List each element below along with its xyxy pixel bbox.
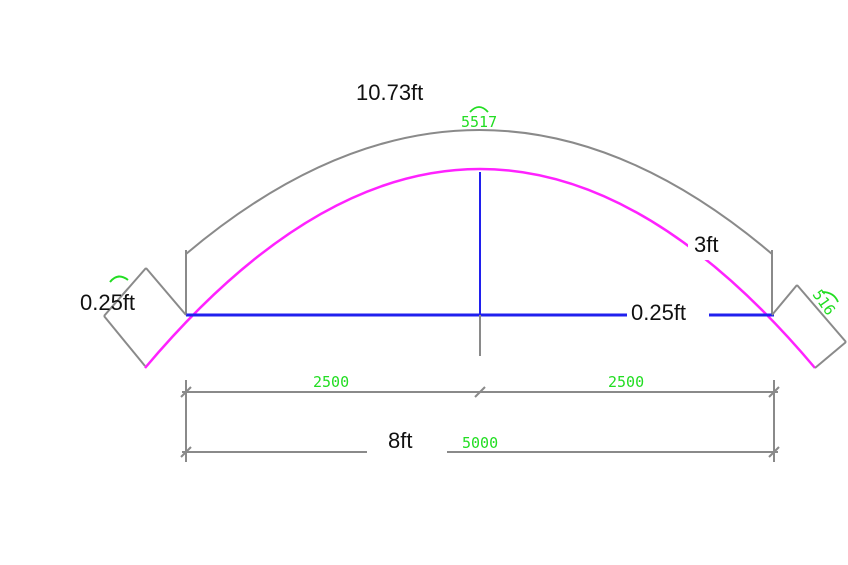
arc-length-cad-value: 5517 xyxy=(461,113,498,131)
thickness-left-cad-arc xyxy=(110,276,128,282)
thickness-left-ext-2 xyxy=(146,268,186,315)
arc-length-cad-arc-symbol xyxy=(470,107,488,112)
thickness-right-ext-2 xyxy=(815,342,846,368)
height-label: 3ft xyxy=(694,232,719,257)
thickness-right-ext-1 xyxy=(772,285,797,315)
thickness-left-ext-1 xyxy=(104,316,145,366)
span-label: 8ft xyxy=(388,428,413,453)
half-span-right-cad-value: 2500 xyxy=(608,373,645,391)
thickness-right-label: 0.25ft xyxy=(631,300,687,325)
thickness-right-cad-value: 516 xyxy=(808,286,839,319)
half-span-left-cad-value: 2500 xyxy=(313,373,350,391)
span-cad-value: 5000 xyxy=(462,434,499,452)
thickness-left-label: 0.25ft xyxy=(80,290,136,315)
arc-length-label: 10.73ft xyxy=(356,80,424,105)
